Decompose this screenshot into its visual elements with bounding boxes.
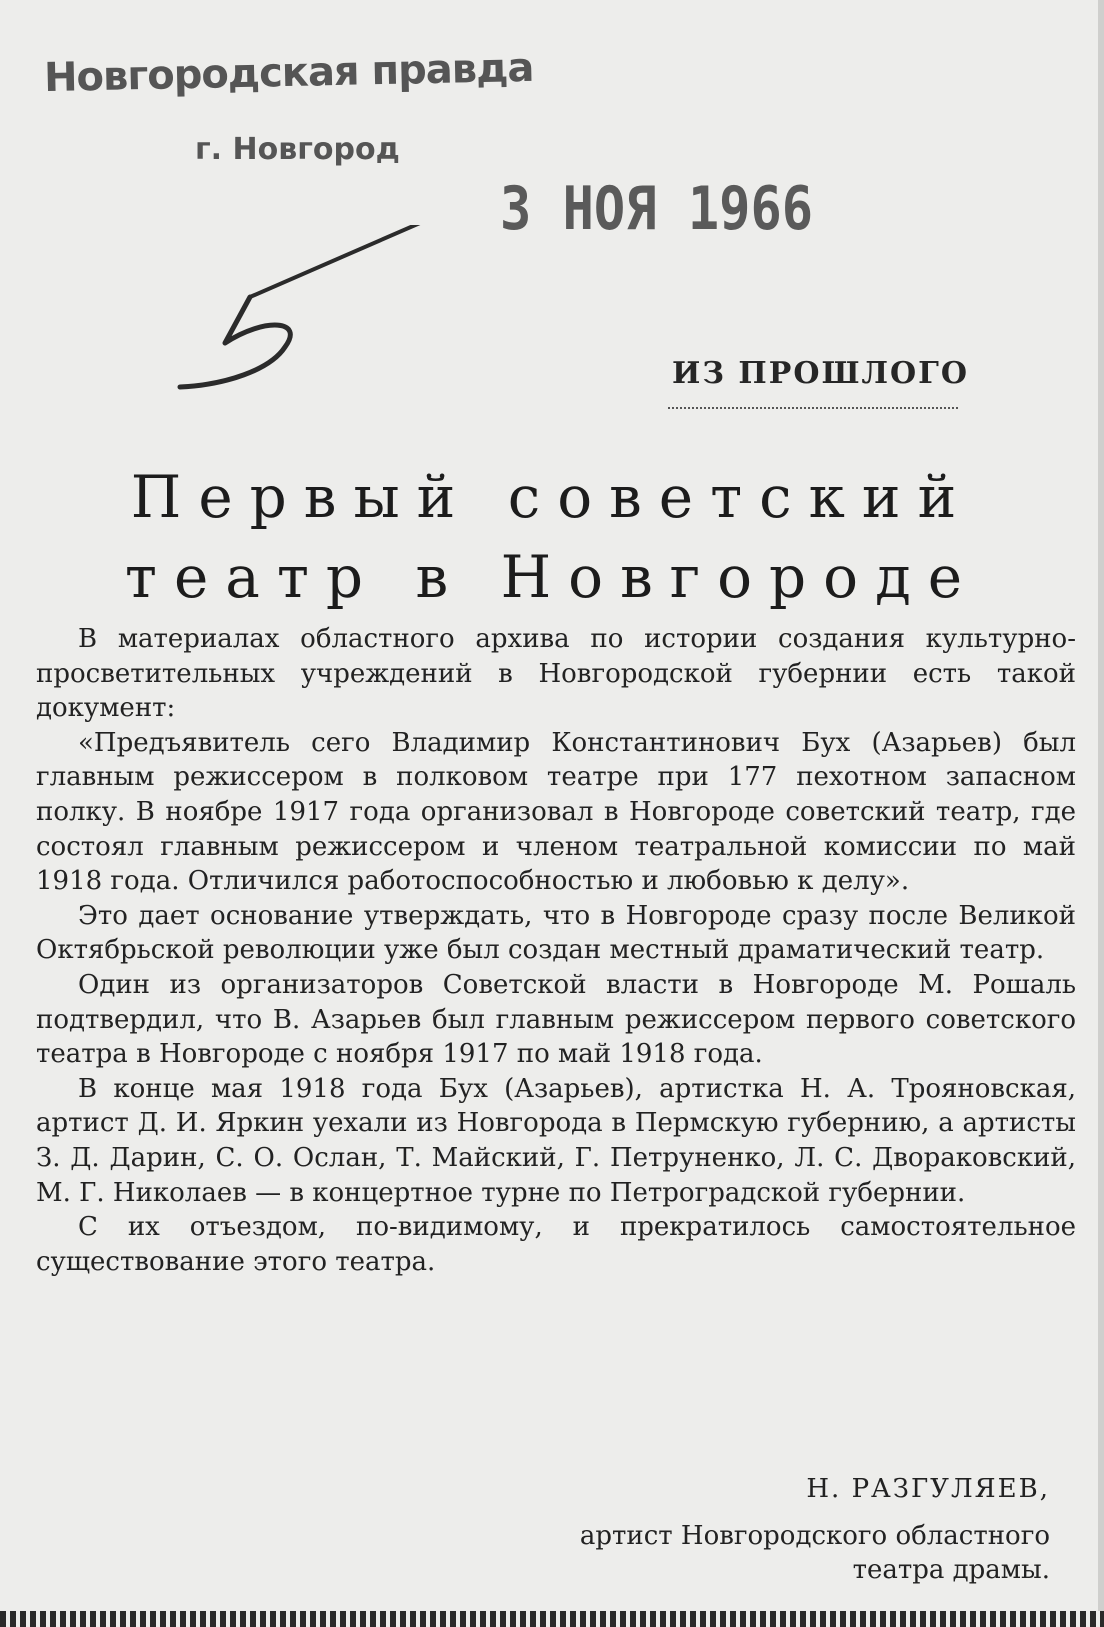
author-role-line-1: артист Новгородского областного — [579, 1521, 1050, 1551]
headline-line-1: Первый советский — [130, 463, 974, 531]
article-paragraph: С их отъездом, по-видимому, и прекратилось самостоятельное существование этого театра. — [36, 1212, 1076, 1277]
article-body — [36, 622, 1076, 1279]
article-paragraph: «Предъявитель сего Владимир Константинович Бух (Азарьев) был главным режиссером в полковом театре при 177 пехотном запасном полку. В ноябре 1917 года организовал в Новгороде советский театр, где состоял главным режиссером и членом театральной комиссии по май 1918 года. Отличился работоспособностью и любовью к делу». — [36, 727, 1076, 897]
article-paragraph: Один из организаторов Советской власти в Новгороде М. Рошаль подтвердил, что В. Азарьев был главным режиссером первого советского театра в Новгороде с ноября 1917 по май 1918 года. — [36, 969, 1076, 1070]
article-paragraph: В материалах областного архива по истории создания культурно-просветительных учреждений в Новгородской губернии есть такой документ: — [36, 624, 1076, 724]
date-stamp: 3 НОЯ 1966 — [500, 175, 814, 244]
handwritten-number-mark — [170, 225, 440, 405]
city-stamp: г. Новгород — [195, 132, 400, 167]
headline-line-2: театр в Новгороде — [124, 543, 980, 611]
author-role-line-2: театра драмы. — [852, 1555, 1050, 1585]
page-edge — [1098, 0, 1104, 1627]
perforated-border — [0, 1611, 1104, 1627]
article-paragraph: Это дает основание утверждать, что в Новгороде сразу после Великой Октябрьской революции уже был создан местный драматический театр. — [36, 900, 1076, 966]
newspaper-stamp: Новгородская правда — [43, 44, 534, 102]
article-paragraph: В конце мая 1918 года Бух (Азарьев), артистка Н. А. Трояновская, артист Д. И. Яркин уехали из Новгорода в Пермскую губернию, а артисты З. Д. Дарин, С. О. Ослан, Т. Майский, Г. Петруненко, Л. С. Дворaковский, М. Г. Николаев — в концертное турне по Петроградской губернии. — [36, 1073, 1076, 1208]
author-name: Н. РАЗГУЛЯЕВ, — [806, 1474, 1050, 1504]
section-rubric: ИЗ ПРОШЛОГО — [672, 356, 969, 391]
rubric-underline — [668, 407, 958, 409]
